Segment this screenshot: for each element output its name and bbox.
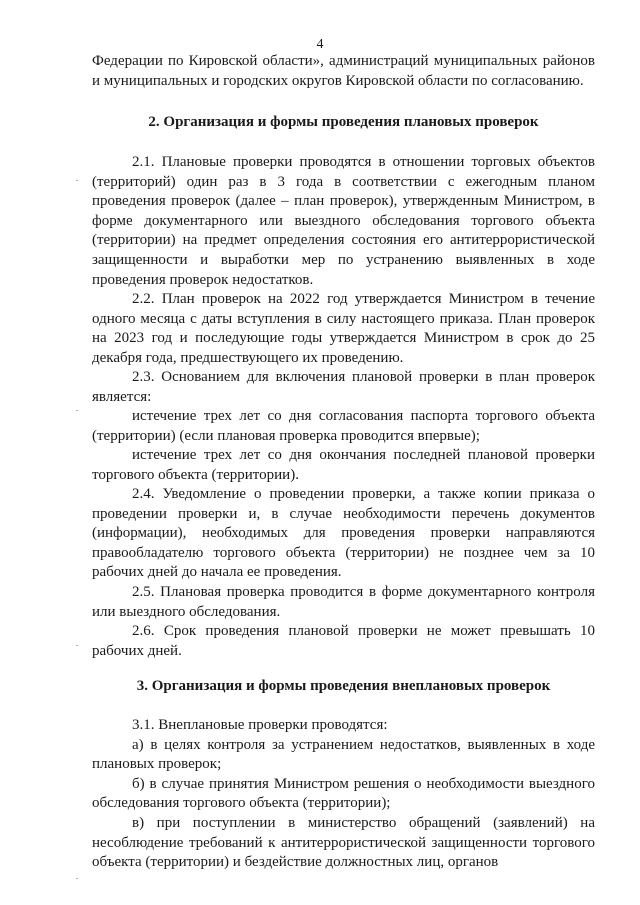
paragraph-3-1-b: б) в случае принятия Министром решения о необходимости выездного обследования торгового объекта (территории); bbox=[92, 775, 595, 812]
paragraph-3-1: 3.1. Внеплановые проверки проводятся: bbox=[132, 717, 388, 733]
paragraph-2-3: 2.3. Основанием для включения плановой проверки в план проверок является: bbox=[92, 369, 595, 405]
paragraph-3-1-c: в) при поступлении в министерство обращений (заявлений) на несоблюдение требований к антитеррористической защищенности торгового объекта (территории) и бездействие должностных лиц, органов bbox=[92, 814, 595, 871]
paragraph-2-4: 2.4. Уведомление о проведении проверки, а также копии приказа о проведении проверки и, в случае необходимости перечень документов (информации), необходимых для проведения проверки направляются правообладателю торгового объекта (территории) не позднее чем за 10 рабочих дней до начала ее проведения. bbox=[92, 486, 595, 581]
section-2-3-block bbox=[92, 368, 595, 486]
section-3-body bbox=[92, 716, 595, 873]
paragraph-2-6: 2.6. Срок проведения плановой проверки не может превышать 10 рабочих дней. bbox=[92, 623, 595, 659]
margin-mark bbox=[76, 645, 78, 646]
margin-mark bbox=[76, 878, 78, 879]
paragraph-2-1: 2.1. Плановые проверки проводятся в отношении торговых объектов (территорий) один раз в 3 года в соответствии с ежегодным планом проведения проверок (далее – план проверок), утвержденным Министром, в форме документарного или выездного обследования торгового объекта (территории) на предмет определения состояния его антитеррористической защищенности и выработки мер по устранению выявленных в ходе проведения проверок недостатков. bbox=[92, 154, 595, 288]
intro-text: Федерации по Кировской области», администраций муниципальных районов и муниципальных и городских округов Кировской области по согласованию. bbox=[92, 53, 595, 89]
margin-mark bbox=[76, 410, 78, 411]
intro-paragraph bbox=[92, 52, 595, 91]
paragraph-3-1-a: а) в целях контроля за устранением недостатков, выявленных в ходе плановых проверок; bbox=[92, 736, 595, 773]
section-2-4-block bbox=[92, 485, 595, 661]
section-2-2-block bbox=[92, 290, 595, 368]
paragraph-2-3-a: истечение трех лет со дня согласования паспорта торгового объекта (территории) (если плановая проверка проводится впервые); bbox=[92, 408, 595, 444]
paragraph-2-3-b: истечение трех лет со дня окончания последней плановой проверки торгового объекта (территории). bbox=[92, 447, 595, 483]
section-3-heading: 3. Организация и формы проведения внеплановых проверок bbox=[136, 678, 551, 694]
paragraph-2-2: 2.2. План проверок на 2022 год утверждается Министром в течение одного месяца с даты вступления в силу настоящего приказа. План проверок на 2023 год и последующие годы утверждается Министром в срок до 25 декабря года, предшествующего их проведению. bbox=[92, 291, 595, 366]
margin-mark bbox=[76, 180, 78, 181]
section-2-body bbox=[92, 153, 595, 290]
paragraph-2-5: 2.5. Плановая проверка проводится в форме документарного контроля или выездного обследования. bbox=[92, 583, 595, 620]
page-number: 4 bbox=[316, 37, 324, 52]
section-2-heading: 2. Организация и формы проведения плановых проверок bbox=[148, 114, 539, 130]
